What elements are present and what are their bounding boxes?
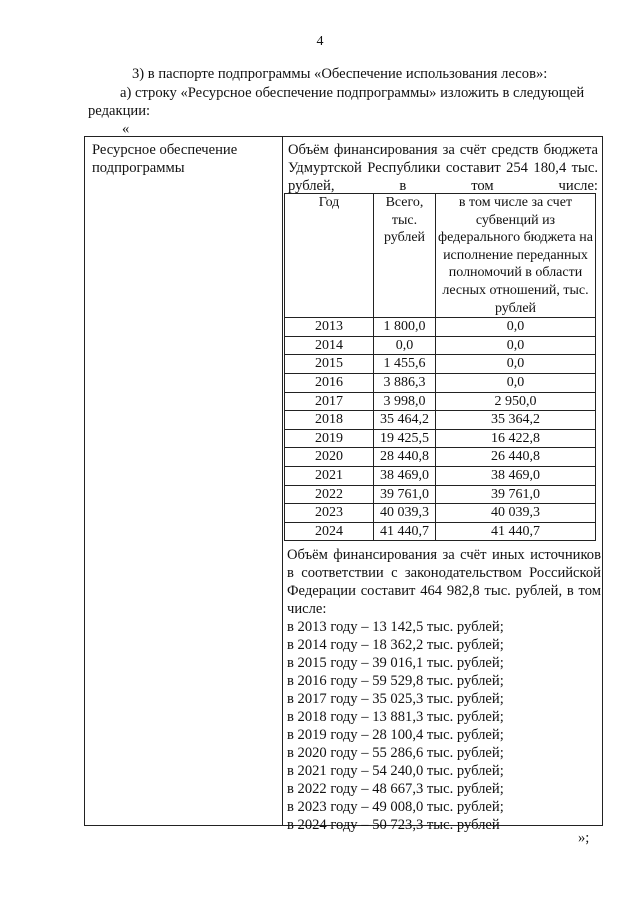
year-cell: 2016 — [285, 373, 374, 392]
table-row — [285, 448, 596, 467]
total-cell: 35 464,2 — [374, 411, 436, 430]
closing-quote: »; — [578, 830, 590, 846]
total-cell: 19 425,5 — [374, 429, 436, 448]
budget-intro — [288, 141, 598, 195]
subvention-cell: 0,0 — [436, 355, 596, 374]
header-subvention: в том числе за счет субвенций из федерального бюджета на исполнение переданных полномочий в области лесных отношений, тыс. рублей — [436, 194, 596, 318]
total-cell: 28 440,8 — [374, 448, 436, 467]
table-row — [285, 318, 596, 337]
year-cell: 2020 — [285, 448, 374, 467]
year-cell: 2019 — [285, 429, 374, 448]
left-label: Ресурсное обеспечение подпрограммы — [92, 142, 238, 176]
subvention-cell: 16 422,8 — [436, 429, 596, 448]
table-row — [285, 429, 596, 448]
other-sources-list — [287, 618, 601, 834]
subvention-cell: 41 440,7 — [436, 522, 596, 541]
list-item: в 2013 году – 13 142,5 тыс. рублей; — [287, 619, 504, 635]
funding-table — [284, 193, 596, 541]
table-row — [285, 336, 596, 355]
table-row — [285, 522, 596, 541]
table-row — [285, 485, 596, 504]
subvention-cell: 40 039,3 — [436, 504, 596, 523]
total-cell: 39 761,0 — [374, 485, 436, 504]
total-cell: 1 455,6 — [374, 355, 436, 374]
total-cell: 41 440,7 — [374, 522, 436, 541]
list-item: в 2024 году – 50 723,3 тыс. рублей — [287, 817, 500, 833]
total-cell: 3 998,0 — [374, 392, 436, 411]
total-cell: 0,0 — [374, 336, 436, 355]
total-cell: 3 886,3 — [374, 373, 436, 392]
list-item: в 2014 году – 18 362,2 тыс. рублей; — [287, 637, 504, 653]
header-year: Год — [285, 194, 374, 318]
subvention-cell: 2 950,0 — [436, 392, 596, 411]
list-item: в 2023 году – 49 008,0 тыс. рублей; — [287, 799, 504, 815]
list-item: в 2016 году – 59 529,8 тыс. рублей; — [287, 673, 504, 689]
subvention-cell: 38 469,0 — [436, 466, 596, 485]
other-sources-intro: Объём финансирования за счёт иных источников в соответствии с законодательством Российской Федерации составит 464 982,8 тыс. рублей, в том числе: — [287, 547, 601, 617]
header-total: Всего, тыс. рублей — [374, 194, 436, 318]
total-cell: 40 039,3 — [374, 504, 436, 523]
other-sources — [287, 546, 601, 834]
year-cell: 2014 — [285, 336, 374, 355]
table-row — [285, 466, 596, 485]
subvention-cell: 26 440,8 — [436, 448, 596, 467]
subvention-cell: 0,0 — [436, 336, 596, 355]
list-item: в 2015 году – 39 016,1 тыс. рублей; — [287, 655, 504, 671]
year-cell: 2017 — [285, 392, 374, 411]
year-cell: 2015 — [285, 355, 374, 374]
list-item: в 2017 году – 35 025,3 тыс. рублей; — [287, 691, 504, 707]
table-row — [285, 411, 596, 430]
page-number: 4 — [316, 34, 324, 49]
list-item: в 2018 году – 13 881,3 тыс. рублей; — [287, 709, 504, 725]
year-cell: 2021 — [285, 466, 374, 485]
list-item: в 2019 году – 28 100,4 тыс. рублей; — [287, 727, 504, 743]
intro-line-1: 3) в паспорте подпрограммы «Обеспечение использования лесов»: — [132, 66, 548, 82]
table-row — [285, 373, 596, 392]
funding-table-header — [285, 194, 596, 318]
subvention-cell: 0,0 — [436, 373, 596, 392]
total-cell: 1 800,0 — [374, 318, 436, 337]
budget-intro-text: Объём финансирования за счёт средств бюджета Удмуртской Республики составит 254 180,4 тыс. рублей, в том числе: — [288, 142, 598, 194]
subvention-cell: 39 761,0 — [436, 485, 596, 504]
intro-line-3: редакции: — [88, 103, 151, 119]
total-cell: 38 469,0 — [374, 466, 436, 485]
year-cell: 2018 — [285, 411, 374, 430]
column-divider — [282, 137, 283, 825]
subvention-cell: 35 364,2 — [436, 411, 596, 430]
table-row — [285, 504, 596, 523]
table-row — [285, 355, 596, 374]
table-row — [285, 392, 596, 411]
year-cell: 2013 — [285, 318, 374, 337]
year-cell: 2022 — [285, 485, 374, 504]
year-cell: 2023 — [285, 504, 374, 523]
subvention-cell: 0,0 — [436, 318, 596, 337]
list-item: в 2021 году – 54 240,0 тыс. рублей; — [287, 763, 504, 779]
intro-line-2: а) строку «Ресурсное обеспечение подпрограммы» изложить в следующей — [120, 85, 585, 101]
list-item: в 2020 году – 55 286,6 тыс. рублей; — [287, 745, 504, 761]
open-quote: « — [122, 121, 130, 137]
year-cell: 2024 — [285, 522, 374, 541]
list-item: в 2022 году – 48 667,3 тыс. рублей; — [287, 781, 504, 797]
